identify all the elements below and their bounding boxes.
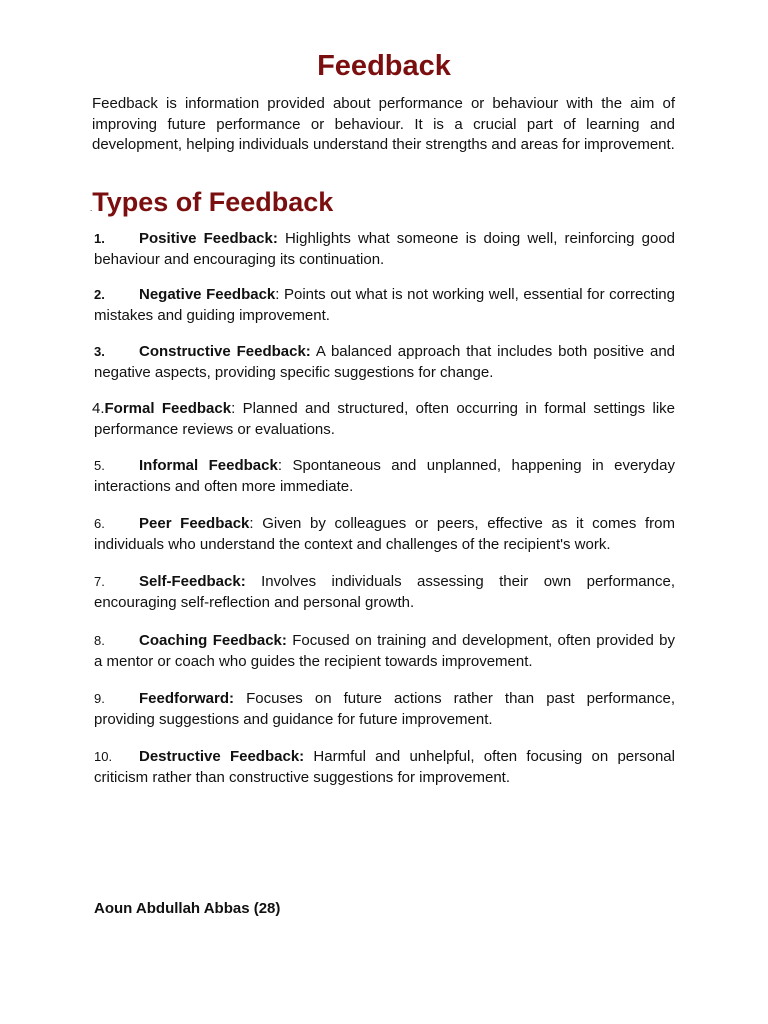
item-term: Formal Feedback xyxy=(104,400,232,417)
item-term: Negative Feedback xyxy=(139,286,276,303)
item-term: Destructive Feedback: xyxy=(139,748,305,765)
item-number: 10. xyxy=(94,749,113,764)
intro-paragraph: Feedback is information provided about performance or behaviour with the aim of improving future performance or behaviour. It is a crucial part of learning and development, helping individuals understand their strengths and areas for improvement. xyxy=(92,95,675,153)
list-item xyxy=(94,399,675,440)
item-description: : Spontaneous and unplanned, happening in everyday interactions and often more immediate. xyxy=(94,457,675,495)
item-term: Feedforward: xyxy=(139,690,235,707)
list-item xyxy=(94,631,675,672)
item-description: Focuses on future actions rather than past performance, providing suggestions and guidance for future improvement. xyxy=(94,690,675,728)
item-term: Coaching Feedback: xyxy=(139,632,287,649)
list-item xyxy=(94,572,675,613)
list-item xyxy=(94,456,675,497)
item-number: 8. xyxy=(94,633,105,648)
item-term: Constructive Feedback: xyxy=(139,343,311,360)
item-term: Self-Feedback: xyxy=(139,573,246,590)
section-heading-text: Types of Feedback xyxy=(92,187,334,217)
item-description: : Points out what is not working well, essential for correcting mistakes and guiding improvement. xyxy=(94,286,675,324)
author-signature: Aoun Abdullah Abbas (28) xyxy=(94,900,281,917)
section-heading xyxy=(90,187,333,218)
page-title: Feedback xyxy=(317,50,451,82)
item-term: Positive Feedback: xyxy=(139,230,278,247)
item-number: 6. xyxy=(94,516,105,531)
item-number: 9. xyxy=(94,691,105,706)
list-item xyxy=(94,342,675,383)
item-number: 7. xyxy=(94,574,105,589)
item-description: A balanced approach that includes both positive and negative aspects, providing specific suggestions for change. xyxy=(94,343,676,381)
item-number: 1. xyxy=(94,231,105,246)
list-item xyxy=(94,514,675,555)
section-heading-dot: . xyxy=(90,204,93,213)
item-number: 2. xyxy=(94,287,105,302)
item-description: Involves individuals assessing their own performance, encouraging self-reflection and personal growth. xyxy=(94,573,675,611)
list-item xyxy=(94,747,675,788)
item-description: Highlights what someone is doing well, reinforcing good behaviour and encouraging its continuation. xyxy=(94,230,675,268)
item-description: Harmful and unhelpful, often focusing on personal criticism rather than constructive suggestions for improvement. xyxy=(94,748,675,786)
item-description: Focused on training and development, often provided by a mentor or coach who guides the recipient towards improvement. xyxy=(94,632,675,670)
list-item xyxy=(94,229,675,270)
item-term: Peer Feedback xyxy=(139,515,250,532)
item-term: Informal Feedback xyxy=(139,457,278,474)
item-number: 3. xyxy=(94,344,105,359)
list-item xyxy=(94,689,675,730)
list-item xyxy=(94,285,675,326)
item-number: 5. xyxy=(94,458,105,473)
item-description: : Planned and structured, often occurring in formal settings like performance reviews or evaluations. xyxy=(94,400,675,438)
item-number: 4. xyxy=(92,400,105,417)
item-description: : Given by colleagues or peers, effective as it comes from individuals who understand the context and challenges of the recipient's work. xyxy=(94,515,675,553)
